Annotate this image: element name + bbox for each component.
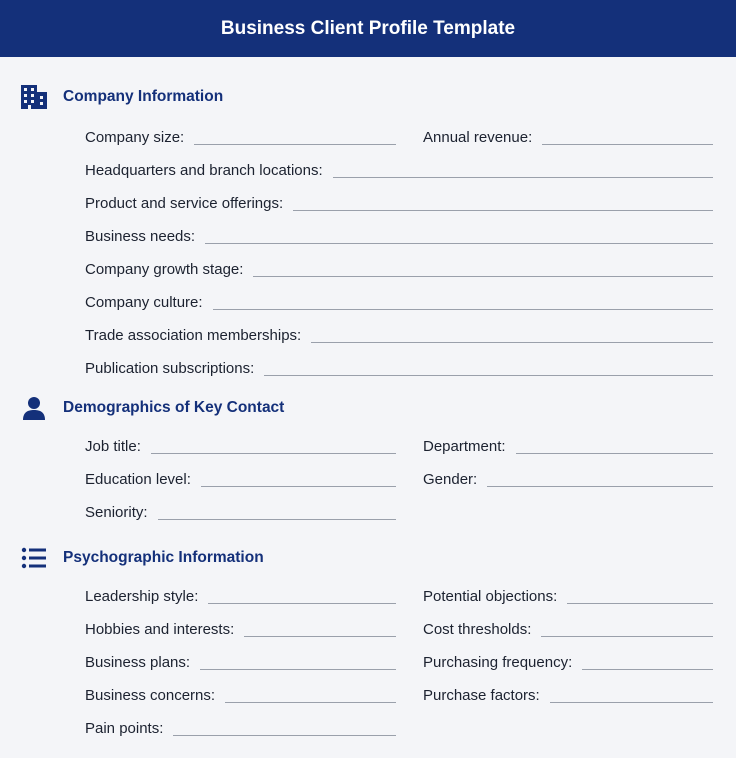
input-line[interactable] [225,701,396,703]
input-line[interactable] [333,176,713,178]
section-title: Psychographic Information [63,549,264,566]
field-label: Business concerns: [85,687,216,704]
input-line[interactable] [194,143,396,145]
list-icon [20,545,48,571]
field-label: Leadership style: [85,588,199,605]
input-line[interactable] [582,668,713,670]
field-label: Hobbies and interests: [85,621,235,638]
hq-locations-field[interactable] [85,158,713,180]
education-level-field[interactable] [85,467,396,489]
business-concerns-field[interactable] [85,683,396,705]
section-header [0,82,736,112]
department-field[interactable] [423,434,713,456]
input-line[interactable] [550,701,713,703]
input-line[interactable] [541,635,713,637]
field-label: Business needs: [85,228,196,245]
field-label: Cost thresholds: [423,621,532,638]
input-line[interactable] [487,485,713,487]
cost-thresholds-field[interactable] [423,617,713,639]
publication-subscriptions-field[interactable] [85,356,713,378]
person-icon [20,395,48,421]
field-label: Annual revenue: [423,129,533,146]
field-label: Department: [423,438,506,455]
input-line[interactable] [264,374,713,376]
section-title: Demographics of Key Contact [63,399,285,416]
company-culture-field[interactable] [85,290,713,312]
company-size-field[interactable] [85,125,396,147]
trade-association-field[interactable] [85,323,713,345]
field-label: Purchasing frequency: [423,654,573,671]
input-line[interactable] [311,341,713,343]
seniority-field[interactable] [85,500,396,522]
input-line[interactable] [567,602,713,604]
pain-points-field[interactable] [85,716,396,738]
building-icon [20,84,48,110]
section-header [0,543,736,573]
input-line[interactable] [293,209,713,211]
input-line[interactable] [213,308,713,310]
page-title: Business Client Profile Template [220,17,516,39]
field-label: Job title: [85,438,141,455]
input-line[interactable] [151,452,396,454]
field-label: Company size: [85,129,185,146]
input-line[interactable] [244,635,396,637]
input-line[interactable] [158,518,396,520]
field-label: Company growth stage: [85,261,244,278]
business-needs-field[interactable] [85,224,713,246]
growth-stage-field[interactable] [85,257,713,279]
input-line[interactable] [205,242,713,244]
purchase-factors-field[interactable] [423,683,713,705]
field-label: Seniority: [85,504,148,521]
potential-objections-field[interactable] [423,584,713,606]
hobbies-interests-field[interactable] [85,617,396,639]
input-line[interactable] [253,275,713,277]
field-label: Gender: [423,471,478,488]
field-label: Business plans: [85,654,191,671]
input-line[interactable] [200,668,396,670]
input-line[interactable] [208,602,396,604]
business-plans-field[interactable] [85,650,396,672]
field-label: Publication subscriptions: [85,360,255,377]
input-line[interactable] [201,485,396,487]
field-label: Education level: [85,471,191,488]
purchasing-frequency-field[interactable] [423,650,713,672]
field-label: Product and service offerings: [85,195,284,212]
job-title-field[interactable] [85,434,396,456]
offerings-field[interactable] [85,191,713,213]
field-label: Trade association memberships: [85,327,302,344]
page-title-bar [0,0,736,57]
input-line[interactable] [173,734,396,736]
field-label: Purchase factors: [423,687,540,704]
field-label: Pain points: [85,720,164,737]
field-label: Headquarters and branch locations: [85,162,323,179]
input-line[interactable] [516,452,713,454]
input-line[interactable] [542,143,713,145]
section-title: Company Information [63,88,224,105]
gender-field[interactable] [423,467,713,489]
annual-revenue-field[interactable] [423,125,713,147]
section-header [0,393,736,423]
field-label: Potential objections: [423,588,558,605]
leadership-style-field[interactable] [85,584,396,606]
field-label: Company culture: [85,294,203,311]
